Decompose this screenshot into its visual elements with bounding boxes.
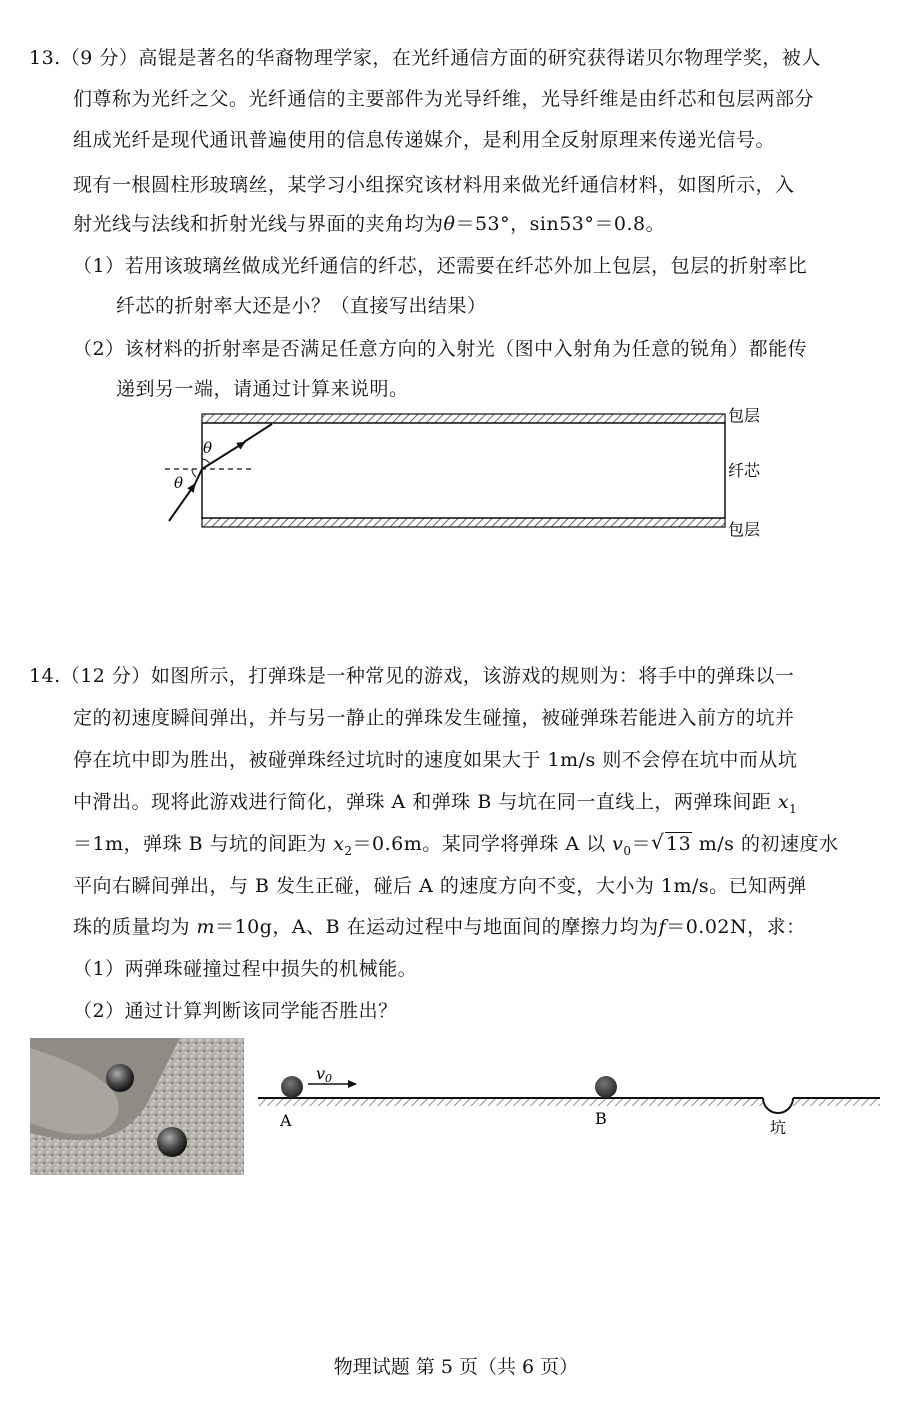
cladding-bottom bbox=[202, 518, 725, 527]
q13-part-1-line-1: （1）若用该玻璃丝做成光纤通信的纤芯，还需要在纤芯外加上包层，包层的折射率比 bbox=[73, 255, 808, 277]
angle-arc-lower bbox=[192, 469, 196, 477]
label-pit: 坑 bbox=[770, 1118, 787, 1137]
marble-b bbox=[595, 1076, 617, 1098]
q14-line-7: 珠的质量均为 m＝10g，A、B 在运动过程中与地面间的摩擦力均为f＝0.02N，求： bbox=[73, 916, 806, 938]
q13-line-2: 们尊称为光纤之父。光纤通信的主要部件为光导纤维，光导纤维是由纤芯和包层两部分 bbox=[73, 88, 815, 110]
angle-label-upper: θ bbox=[203, 439, 213, 457]
q14-line-2: 定的初速度瞬间弹出，并与另一静止的弹珠发生碰撞，被碰弹珠若能进入前方的坑并 bbox=[73, 707, 795, 729]
marbles-photo bbox=[30, 1038, 244, 1175]
q13-line-4: 现有一根圆柱形玻璃丝，某学习小组探究该材料用来做光纤通信材料，如图所示，入 bbox=[73, 174, 795, 196]
q14-part-2: （2）通过计算判断该同学能否胜出？ bbox=[73, 1000, 398, 1022]
ground-hatch-right bbox=[793, 1098, 880, 1106]
q14-line-6: 平向右瞬间弹出，与 B 发生正碰，碰后 A 的速度方向不变，大小为 1m/s。已知两弹 bbox=[73, 875, 807, 897]
q13-number: 13. bbox=[29, 47, 61, 69]
q14-part-1: （1）两弹珠碰撞过程中损失的机械能。 bbox=[73, 958, 418, 980]
sqrt-13: √ 13 bbox=[651, 830, 692, 855]
marble-a bbox=[281, 1076, 303, 1098]
angle-label-lower: θ bbox=[174, 474, 184, 492]
cladding-top bbox=[202, 414, 725, 423]
label-a: A bbox=[280, 1111, 292, 1130]
q13-part-1-line-2: 纤芯的折射率大还是小？（直接写出结果） bbox=[116, 295, 487, 317]
q13-line-5: 射光线与法线和折射光线与界面的夹角均为θ＝53°，sin53°＝0.8。 bbox=[73, 213, 666, 235]
q14-line-5: ＝1m，弹珠 B 与坑的间距为 $x_2=0.6m$。某同学将弹珠 A 以 $v_0=$ √ 13 m/s 的初速度水 bbox=[73, 830, 839, 858]
q14-line-4: 中滑出。现将此游戏进行简化，弹珠 A 和弹珠 B 与坑在同一直线上，两弹珠间距 $x_1$ bbox=[73, 791, 798, 816]
incident-ray-end bbox=[194, 469, 202, 486]
fiber-core bbox=[202, 423, 725, 518]
q14-line-1: 14.（12 分）如图所示，打弹珠是一种常见的游戏，该游戏的规则为：将手中的弹珠以一 bbox=[29, 665, 795, 687]
velocity-label: v0 bbox=[316, 1064, 333, 1085]
label-core: 纤芯 bbox=[728, 461, 761, 480]
pit bbox=[763, 1098, 793, 1113]
optical-fiber-figure bbox=[160, 400, 780, 550]
q13-line-3: 组成光纤是现代通讯普遍使用的信息传递媒介，是利用全反射原理来传递光信号。 bbox=[73, 129, 776, 151]
marble-game-figure bbox=[250, 1055, 890, 1145]
q13-part-2-line-1: （2）该材料的折射率是否满足任意方向的入射光（图中入射角为任意的锐角）都能传 bbox=[73, 338, 808, 360]
marbles-photo-drawing bbox=[30, 1038, 244, 1175]
label-cladding-top: 包层 bbox=[728, 406, 761, 425]
q13-line-1: 13.（9 分）高锟是著名的华裔物理学家，在光纤通信方面的研究获得诺贝尔物理学奖，被人 bbox=[29, 47, 821, 69]
q13-part-2-line-2: 递到另一端，请通过计算来说明。 bbox=[116, 378, 409, 400]
page-footer: 物理试题 第 5 页（共 6 页） bbox=[333, 1356, 579, 1378]
label-b: B bbox=[595, 1109, 607, 1128]
label-cladding-bottom: 包层 bbox=[728, 520, 761, 539]
ground-hatch-left bbox=[258, 1098, 763, 1106]
q14-number: 14. bbox=[29, 665, 61, 687]
q14-line-3: 停在坑中即为胜出，被碰弹珠经过坑时的速度如果大于 1m/s 则不会停在坑中而从坑 bbox=[73, 749, 798, 771]
